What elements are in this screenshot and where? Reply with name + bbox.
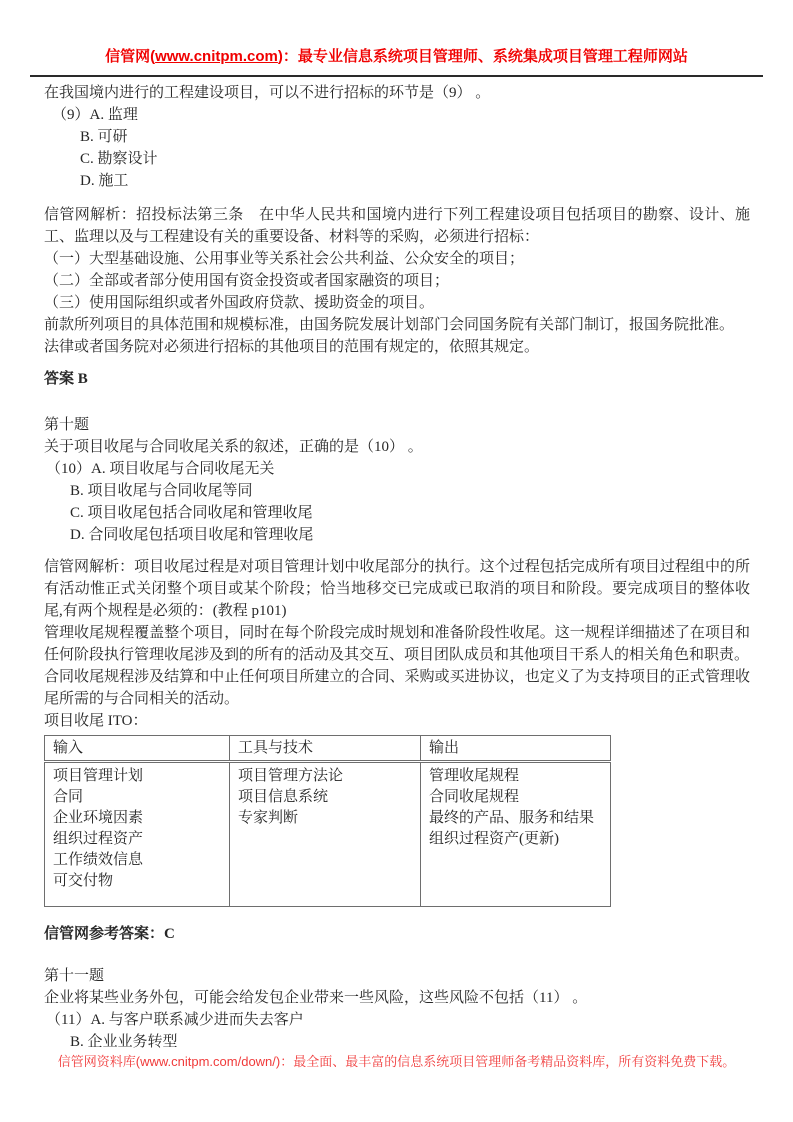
footer-suffix: )：最全面、最丰富的信息系统项目管理师备考精品资料库，所有资料免费下载。 [275,1054,736,1069]
q11-question: 企业将某些业务外包，可能会给发包企业带来一些风险，这些风险不包括（11） 。 [44,990,588,1006]
spacer [44,546,750,556]
q10-option-a: （10）A. 项目收尾与合同收尾无关 [46,461,275,477]
q9-question: 在我国境内进行的工程建设项目，可以不进行招标的环节是（9） 。 [44,85,491,101]
ito-outputs-cell [421,762,611,907]
q10-option-b: B. 项目收尾与合同收尾等同 [70,483,253,499]
q11-option-b: B. 企业业务转型 [70,1034,178,1050]
ito-output-item: 组织过程资产(更新) [429,831,559,847]
ito-inputs-cell [45,762,230,907]
spacer [44,192,750,204]
ito-output-item: 合同收尾规程 [429,789,520,805]
q9-analysis-p4: （三）使用国际组织或者外国政府贷款、援助资金的项目。 [44,295,435,311]
header-site-link[interactable]: www.cnitpm.com [155,48,278,65]
q10-title: 第十题 [44,417,90,433]
q9-option-d: D. 施工 [80,173,129,189]
spacer [44,945,750,965]
site-header [0,0,793,67]
q9-answer: 答案 B [44,371,88,387]
ito-table [44,735,611,907]
ito-input-item: 工作绩效信息 [53,852,144,868]
ito-output-item: 管理收尾规程 [429,768,520,784]
q9-analysis-p2: （一）大型基础设施、公用事业等关系社会公共利益、公众安全的项目； [44,251,525,267]
ito-input-item: 合同 [53,789,84,805]
q10-answer: 信管网参考答案：C [44,926,175,942]
q10-question: 关于项目收尾与合同收尾关系的叙述，正确的是（10） 。 [44,439,423,455]
q9-analysis-p5: 前款所列项目的具体范围和规模标准，由国务院发展计划部门会同国务院有关部门制订，报国务院批准。 [44,317,735,333]
footer-download-link[interactable]: www.cnitpm.com/down/ [140,1054,276,1069]
ito-input-item: 项目管理计划 [53,768,144,784]
spacer [44,390,750,414]
document-body [0,77,793,1053]
q9-option-b: B. 可研 [80,129,128,145]
ito-header-output: 输出 [421,736,611,762]
table-row [45,762,611,907]
q10-analysis-p1: 信管网解析：项目收尾过程是对项目管理计划中收尾部分的执行。这个过程包括完成所有项目过程组中的所有活动惟正式关闭整个项目或某个阶段；恰当地移交已完成或已取消的项目和阶段。要完成项目的整体收尾,有两个规程是必须的：(教程 p101) [44,559,750,619]
table-row [45,736,611,762]
ito-tool-item: 专家判断 [238,810,299,826]
q11-option-a: （11）A. 与客户联系减少进而失去客户 [46,1012,304,1028]
ito-input-item: 可交付物 [53,873,114,889]
q10-analysis-p3: 合同收尾规程涉及结算和中止任何项目所建立的合同、采购或买进协议，也定义了为支持项目的正式管理收尾所需的与合同相关的活动。 [44,669,750,707]
q10-option-d: D. 合同收尾包括项目收尾和管理收尾 [70,527,314,543]
q9-analysis-p1: 信管网解析：招投标法第三条 在中华人民共和国境内进行下列工程建设项目包括项目的勘察、设计、施工、监理以及与工程建设有关的重要设备、材料等的采购，必须进行招标： [44,207,750,245]
footer-prefix: 信管网资料库( [57,1054,141,1069]
q9-analysis-p3: （二）全部或者部分使用国有资金投资或者国家融资的项目； [44,273,450,289]
spacer [44,358,750,368]
spacer [44,907,750,923]
q11-title: 第十一题 [44,968,105,984]
ito-table-header [45,736,611,762]
ito-header-tools: 工具与技术 [230,736,421,762]
q10-analysis-p2: 管理收尾规程覆盖整个项目，同时在每个阶段完成时规划和准备阶段性收尾。这一规程详细描述了在项目和任何阶段执行管理收尾涉及到的所有的活动及其交互、项目团队成员和其他项目干系人的相关角色和职责。 [44,625,750,663]
ito-input-item: 企业环境因素 [53,810,144,826]
header-suffix: )：最专业信息系统项目管理师、系统集成项目管理工程师网站 [277,48,688,65]
site-footer [0,1053,793,1071]
ito-tools-cell [230,762,421,907]
ito-tool-item: 项目管理方法论 [238,768,344,784]
q9-analysis-p6: 法律或者国务院对必须进行招标的其他项目的范围有规定的，依照其规定。 [44,339,540,355]
q9-option-a: （9）A. 监理 [52,107,138,123]
q9-option-c: C. 勘察设计 [80,151,158,167]
q10-option-c: C. 项目收尾包括合同收尾和管理收尾 [70,505,313,521]
ito-output-item: 最终的产品、服务和结果 [429,810,595,826]
ito-tool-item: 项目信息系统 [238,789,329,805]
header-prefix: 信管网( [105,48,156,65]
q10-ito-label: 项目收尾 ITO： [44,713,148,729]
ito-input-item: 组织过程资产 [53,831,144,847]
ito-header-input: 输入 [45,736,230,762]
